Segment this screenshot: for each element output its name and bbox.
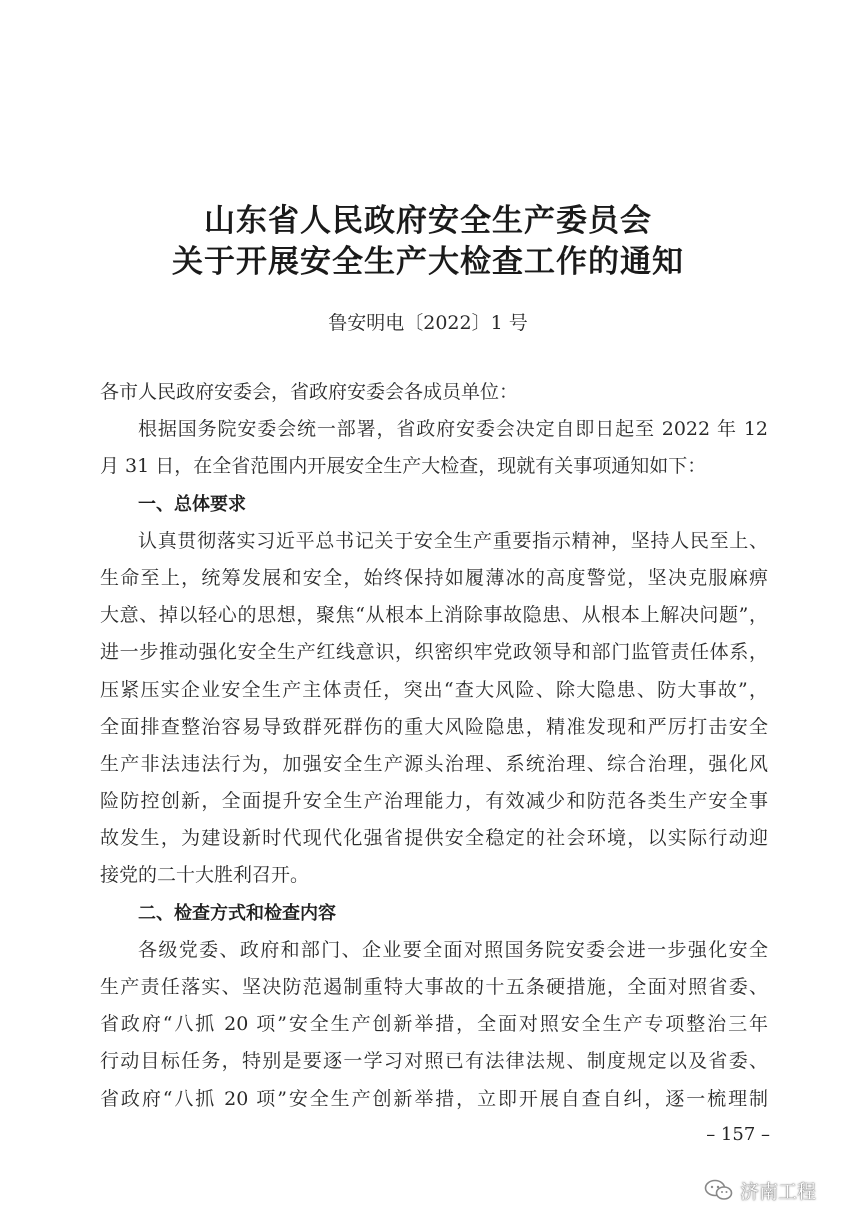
paragraph-line: 生产非法违法行为，加强安全生产源头治理、系统治理、综合治理，强化风 (100, 752, 768, 775)
intro-line: 根据国务院安委会统一部署，省政府安委会决定自即日起至 2022 年 12 (138, 418, 768, 441)
watermark (704, 1172, 816, 1208)
paragraph-line: 生产责任落实、坚决防范遏制重特大事故的十五条硬措施，全面对照省委、 (100, 976, 768, 998)
paragraph-line: 认真贯彻落实习近平总书记关于安全生产重要指示精神，坚持人民至上、 (138, 529, 768, 552)
paragraph-line: 省政府“八抓 20 项”安全生产创新举措，立即开展自查自纠，逐一梳理制 (100, 1087, 768, 1110)
paragraph-line: 进一步推动强化安全生产红线意识，织密织牢党政领导和部门监管责任体系， (100, 641, 768, 664)
section-heading: 二、检查方式和检查内容 (138, 902, 336, 924)
document-title-line-2: 关于开展安全生产大检查工作的通知 (172, 244, 684, 280)
paragraph-line: 行动目标任务，特别是要逐一学习对照已有法律法规、制度规定以及省委、 (100, 1050, 768, 1073)
wechat-icon (704, 1178, 734, 1202)
document-title-line-1: 山东省人民政府安全生产委员会 (204, 203, 652, 239)
paragraph-line: 接党的二十大胜利召开。 (100, 864, 310, 887)
paragraph-line: 各级党委、政府和部门、企业要全面对照国务院安委会进一步强化安全 (138, 938, 768, 961)
document-number: 鲁安明电〔2022〕1 号 (328, 312, 528, 334)
paragraph-line: 大意、掉以轻心的思想，聚焦“从根本上消除事故隐患、从根本上解决问题”， (100, 604, 768, 627)
paragraph-line: 故发生，为建设新时代现代化强省提供安全稳定的社会环境，以实际行动迎 (100, 827, 768, 850)
document-body (100, 374, 768, 1118)
paragraph-line: 生命至上，统筹发展和安全，始终保持如履薄冰的高度警觉，坚决克服麻痹 (100, 566, 768, 589)
watermark-text: 济南工程 (740, 1180, 817, 1203)
paragraph-line: 省政府“八抓 20 项”安全生产创新举措，全面对照安全生产专项整治三年 (100, 1013, 768, 1036)
salutation: 各市人民政府安委会，省政府安委会各成员单位： (100, 381, 519, 403)
intro-line: 月 31 日，在全省范围内开展安全生产大检查，现就有关事项通知如下： (100, 455, 707, 478)
section-heading: 一、总体要求 (138, 493, 246, 515)
paragraph-line: 全面排查整治容易导致群死群伤的重大风险隐患，精准发现和严厉打击安全 (100, 715, 768, 738)
paragraph-line: 险防控创新，全面提升安全生产治理能力，有效减少和防范各类生产安全事 (100, 790, 768, 813)
page-number: – 157 – (706, 1124, 770, 1145)
paragraph-line: 压紧压实企业安全生产主体责任，突出“查大风险、除大隐患、防大事故”， (100, 678, 768, 701)
